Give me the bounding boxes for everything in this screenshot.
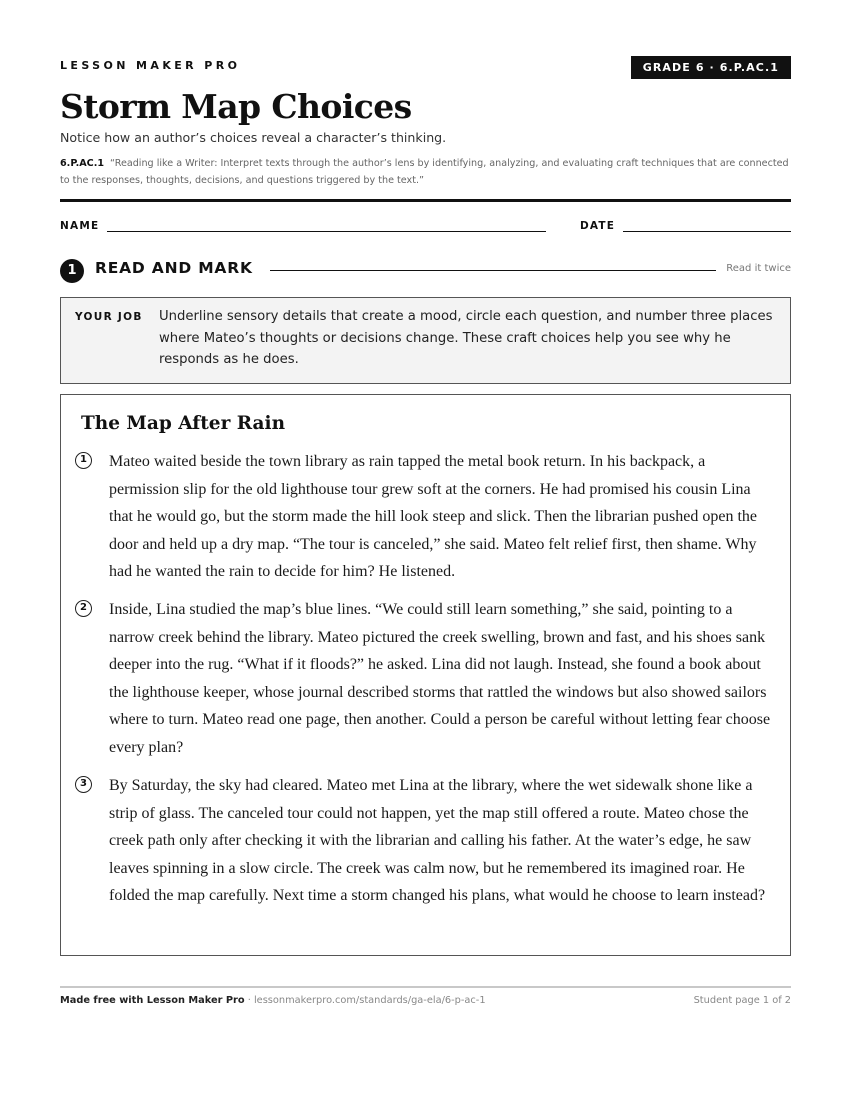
- header-divider: [60, 199, 791, 202]
- footer-divider: [60, 986, 791, 988]
- paragraph-text: Inside, Lina studied the map’s blue lines. “We could still learn something,” she said, pointing to a narrow creek behind the library. Mateo pictured the creek swelling, brown and fast, and his shoes sank deeper into the rug. “What if it floods?” he asked. Lina did not laugh. Instead, she found a book about the lighthouse keeper, whose journal described storms that rattled the windows but also showed sailors where to turn. Mateo read one page, then another. Could a person be careful without letting fear choose every plan?: [109, 601, 771, 756]
- brand-name: LESSON MAKER PRO: [60, 59, 241, 72]
- section-header: [60, 258, 791, 282]
- date-field[interactable]: [623, 231, 791, 232]
- top-bar: [60, 56, 791, 80]
- story-title: The Map After Rain: [81, 413, 286, 434]
- section-title: READ AND MARK: [95, 259, 253, 277]
- page-subtitle: Notice how an author’s choices reveal a character’s thinking.: [60, 130, 447, 145]
- standard-text: “Reading like a Writer: Interpret texts through the author’s lens by identifying, analyzing, and evaluating craft techniques that are connected to the responses, thoughts, decisions, and questions triggered by the text.”: [60, 158, 789, 186]
- page-title: Storm Map Choices: [60, 87, 412, 126]
- section-number-badge: 1: [60, 259, 84, 283]
- paragraph-number: 2: [75, 600, 92, 617]
- instructions-box: [60, 297, 791, 384]
- instructions-label: YOUR JOB: [75, 311, 143, 323]
- footer-credit: [60, 995, 486, 1006]
- name-field[interactable]: [107, 231, 546, 232]
- standard-description: [60, 155, 791, 189]
- paragraph-text: By Saturday, the sky had cleared. Mateo met Lina at the library, where the wet sidewalk shone like a strip of glass. The canceled tour could not happen, yet the map still offered a route. Mateo chose the creek path only after checking it with the librarian and calling his father. At the water’s edge, he saw leaves spinning in a slow circle. The creek was calm now, but he remembered its imagined roar. He folded the map carefully. Next time a storm changed his plans, what would he choose to learn instead?: [109, 777, 766, 905]
- section-divider: [270, 270, 716, 271]
- story-passage-box: [60, 394, 791, 956]
- footer-page-number: Student page 1 of 2: [693, 995, 791, 1006]
- paragraph-number: 1: [75, 452, 92, 469]
- footer-made-with: Made free with Lesson Maker Pro: [60, 995, 245, 1006]
- standard-code: 6.P.AC.1: [60, 158, 105, 169]
- paragraph-text: Mateo waited beside the town library as rain tapped the metal book return. In his backpack, a permission slip for the old lighthouse tour grew soft at the corners. He had promised his cousin Lina that he would go, but the storm made the hill look steep and slick. Then the librarian pushed open the door and held up a dry map. “The tour is canceled,” she said. Mateo felt relief first, then shame. Why had he wanted the rain to decide for him? He listened.: [109, 453, 758, 581]
- grade-badge: GRADE 6 · 6.P.AC.1: [631, 56, 791, 79]
- instructions-text: Underline sensory details that create a mood, circle each question, and number three places where Mateo’s thoughts or decisions change. These craft choices help you see why he responds as he does.: [159, 309, 773, 367]
- paragraph-number: 3: [75, 776, 92, 793]
- section-note: Read it twice: [726, 263, 791, 274]
- name-label: NAME: [60, 220, 100, 232]
- footer-url[interactable]: · lessonmakerpro.com/standards/ga-ela/6-p-ac-1: [244, 995, 486, 1006]
- date-label: DATE: [580, 220, 616, 232]
